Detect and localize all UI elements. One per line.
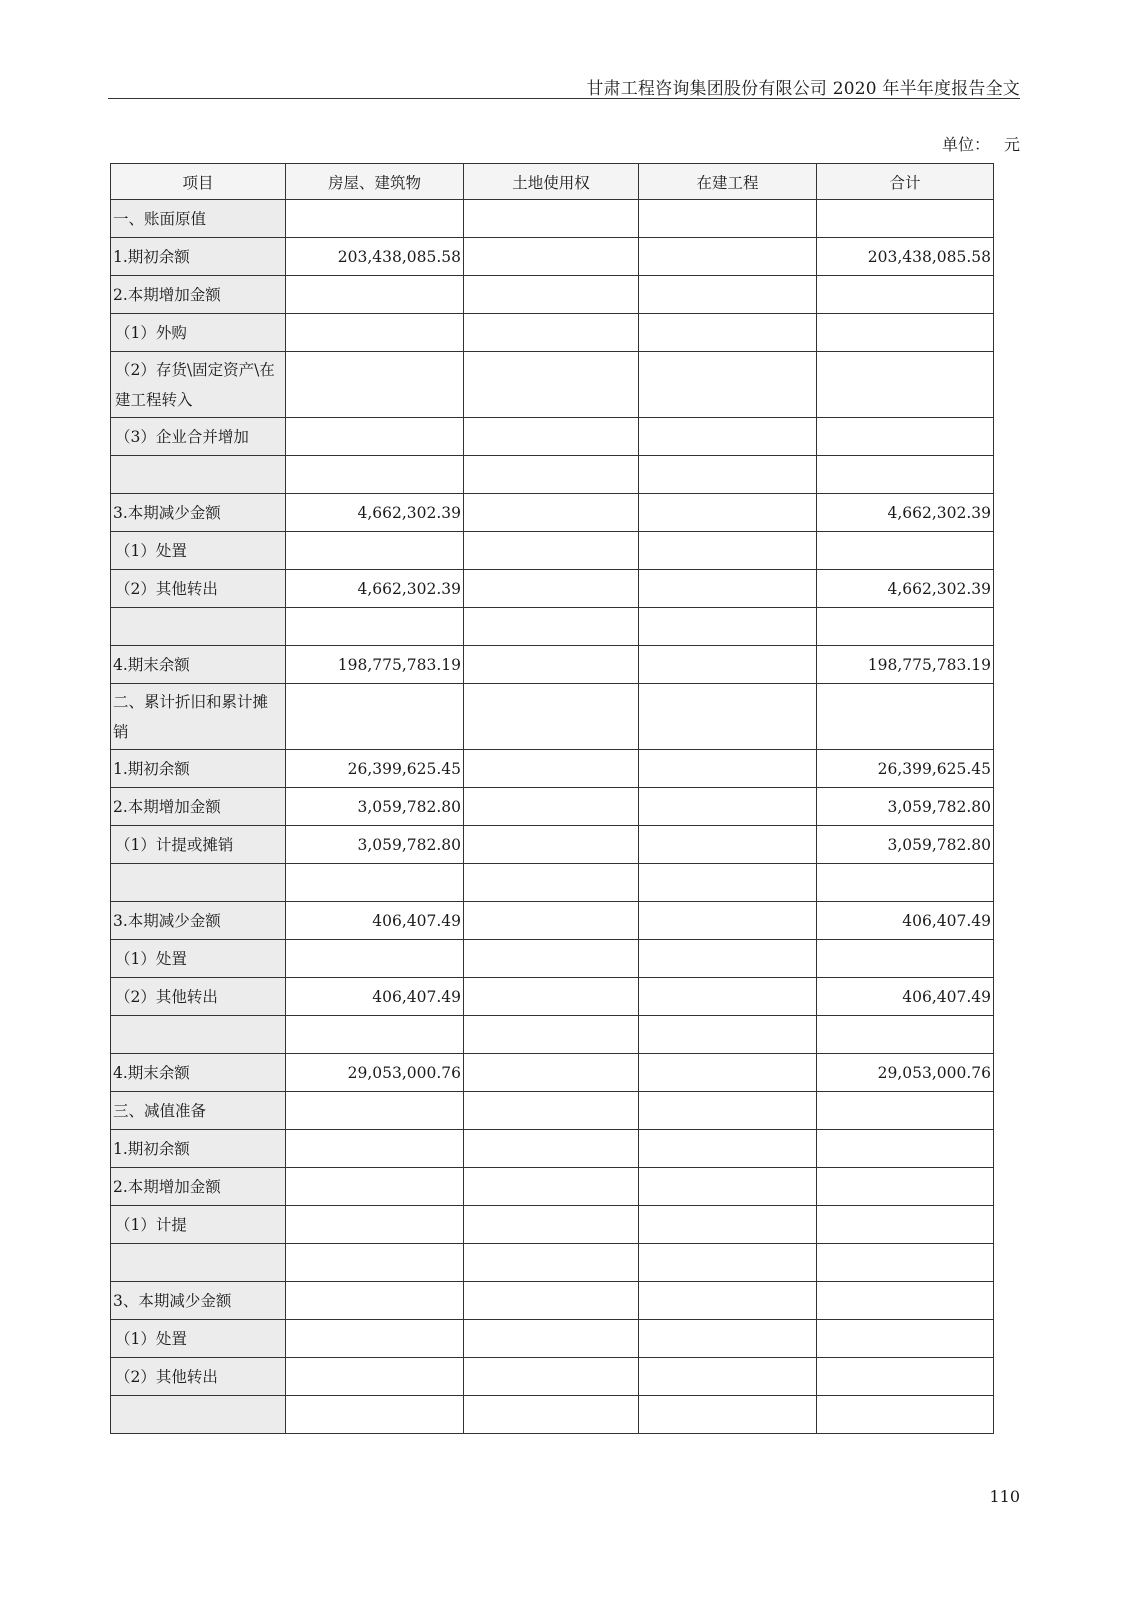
cell-value: [464, 826, 639, 864]
cell-value: [464, 1320, 639, 1358]
table-row: [111, 1358, 994, 1396]
cell-value: [639, 1054, 817, 1092]
table-row: [111, 238, 994, 276]
table-row: [111, 684, 994, 750]
table-row: [111, 864, 994, 902]
table-row: [111, 1130, 994, 1168]
cell-value: [817, 532, 994, 570]
cell-value: 3,059,782.80: [286, 788, 464, 826]
table-row: [111, 940, 994, 978]
table-row: [111, 1092, 994, 1130]
cell-value: 29,053,000.76: [817, 1054, 994, 1092]
header-rule: [108, 98, 1020, 99]
cell-value: 3,059,782.80: [286, 826, 464, 864]
cell-value: [639, 1282, 817, 1320]
cell-value: [639, 532, 817, 570]
cell-value: [639, 456, 817, 494]
cell-value: [464, 788, 639, 826]
cell-value: [464, 750, 639, 788]
row-label: 3.本期减少金额: [111, 494, 286, 532]
cell-value: [286, 314, 464, 352]
row-label: [111, 864, 286, 902]
cell-value: [639, 788, 817, 826]
row-label: [111, 1244, 286, 1282]
cell-value: [639, 978, 817, 1016]
cell-value: [286, 940, 464, 978]
cell-value: [464, 494, 639, 532]
cell-value: [286, 1358, 464, 1396]
table-row: [111, 570, 994, 608]
cell-value: [464, 864, 639, 902]
cell-value: [639, 864, 817, 902]
row-label: [111, 1396, 286, 1434]
cell-value: 4,662,302.39: [817, 570, 994, 608]
cell-value: 29,053,000.76: [286, 1054, 464, 1092]
table-header-row: [111, 164, 994, 200]
cell-value: 203,438,085.58: [286, 238, 464, 276]
cell-value: [817, 940, 994, 978]
cell-value: [817, 1092, 994, 1130]
cell-value: [817, 1206, 994, 1244]
cell-value: [464, 684, 639, 750]
column-header: 房屋、建筑物: [286, 164, 464, 200]
row-label: （2）其他转出: [111, 570, 286, 608]
cell-value: [817, 608, 994, 646]
row-label: （3）企业合并增加: [111, 418, 286, 456]
cell-value: [464, 646, 639, 684]
cell-value: [639, 1016, 817, 1054]
row-label: 三、减值准备: [111, 1092, 286, 1130]
column-header: 在建工程: [639, 164, 817, 200]
unit-value: 元: [1003, 135, 1020, 154]
cell-value: [464, 940, 639, 978]
cell-value: [286, 1092, 464, 1130]
cell-value: [464, 276, 639, 314]
cell-value: [639, 418, 817, 456]
cell-value: [639, 1358, 817, 1396]
cell-value: [639, 1320, 817, 1358]
row-label: [111, 608, 286, 646]
table-row: [111, 276, 994, 314]
cell-value: [639, 902, 817, 940]
cell-value: 26,399,625.45: [286, 750, 464, 788]
table-row: [111, 750, 994, 788]
cell-value: [817, 684, 994, 750]
table-row: [111, 352, 994, 418]
cell-value: 4,662,302.39: [286, 494, 464, 532]
cell-value: [639, 1206, 817, 1244]
cell-value: [817, 1244, 994, 1282]
cell-value: 406,407.49: [817, 978, 994, 1016]
table-row: [111, 902, 994, 940]
cell-value: [639, 646, 817, 684]
cell-value: [817, 276, 994, 314]
table-row: [111, 456, 994, 494]
cell-value: [286, 864, 464, 902]
row-label: （1）计提: [111, 1206, 286, 1244]
table-row: [111, 418, 994, 456]
cell-value: [464, 1206, 639, 1244]
cell-value: 198,775,783.19: [286, 646, 464, 684]
cell-value: [286, 418, 464, 456]
row-label: 4.期末余额: [111, 1054, 286, 1092]
table-row: [111, 1244, 994, 1282]
cell-value: [286, 1396, 464, 1434]
table-row: [111, 646, 994, 684]
cell-value: [817, 352, 994, 418]
cell-value: [639, 1244, 817, 1282]
table-row: [111, 1282, 994, 1320]
row-label: （1）计提或摊销: [111, 826, 286, 864]
cell-value: [286, 1320, 464, 1358]
table-row: [111, 1206, 994, 1244]
table-row: [111, 494, 994, 532]
cell-value: [817, 864, 994, 902]
row-label: （1）处置: [111, 940, 286, 978]
cell-value: [286, 200, 464, 238]
row-label: （2）存货\固定资产\在建工程转入: [111, 352, 286, 418]
table-row: [111, 200, 994, 238]
cell-value: [464, 1092, 639, 1130]
cell-value: [464, 570, 639, 608]
cell-value: [817, 1016, 994, 1054]
cell-value: 3,059,782.80: [817, 826, 994, 864]
cell-value: [464, 978, 639, 1016]
row-label: 4.期末余额: [111, 646, 286, 684]
intangible-assets-table: [110, 163, 994, 1434]
cell-value: [464, 902, 639, 940]
cell-value: [639, 276, 817, 314]
cell-value: [286, 532, 464, 570]
cell-value: [464, 1358, 639, 1396]
table-row: [111, 826, 994, 864]
table-row: [111, 788, 994, 826]
cell-value: [286, 684, 464, 750]
cell-value: [639, 1092, 817, 1130]
cell-value: [817, 1320, 994, 1358]
table-row: [111, 1054, 994, 1092]
cell-value: [464, 532, 639, 570]
row-label: 1.期初余额: [111, 1130, 286, 1168]
cell-value: [464, 418, 639, 456]
cell-value: [639, 684, 817, 750]
cell-value: 4,662,302.39: [286, 570, 464, 608]
row-label: [111, 1016, 286, 1054]
cell-value: [817, 200, 994, 238]
cell-value: [464, 314, 639, 352]
cell-value: [286, 352, 464, 418]
cell-value: [639, 826, 817, 864]
row-label: 1.期初余额: [111, 238, 286, 276]
cell-value: [464, 200, 639, 238]
row-label: [111, 456, 286, 494]
row-label: 2.本期增加金额: [111, 788, 286, 826]
page-header-title: 甘肃工程咨询集团股份有限公司 2020 年半年度报告全文: [586, 79, 1020, 99]
cell-value: 4,662,302.39: [817, 494, 994, 532]
row-label: 一、账面原值: [111, 200, 286, 238]
cell-value: 26,399,625.45: [817, 750, 994, 788]
row-label: （1）外购: [111, 314, 286, 352]
cell-value: [464, 1054, 639, 1092]
table-row: [111, 608, 994, 646]
cell-value: [286, 276, 464, 314]
cell-value: [639, 1168, 817, 1206]
unit-label: [900, 132, 1020, 155]
cell-value: [817, 418, 994, 456]
cell-value: [464, 1244, 639, 1282]
table-row: [111, 978, 994, 1016]
cell-value: [464, 456, 639, 494]
cell-value: [817, 456, 994, 494]
cell-value: [286, 1282, 464, 1320]
row-label: （1）处置: [111, 532, 286, 570]
cell-value: [464, 1168, 639, 1206]
cell-value: [639, 1396, 817, 1434]
cell-value: [464, 1016, 639, 1054]
cell-value: [639, 494, 817, 532]
row-label: 2.本期增加金额: [111, 1168, 286, 1206]
cell-value: 406,407.49: [817, 902, 994, 940]
cell-value: 3,059,782.80: [817, 788, 994, 826]
cell-value: [286, 1168, 464, 1206]
cell-value: [817, 1282, 994, 1320]
cell-value: [817, 1358, 994, 1396]
row-label: 2.本期增加金额: [111, 276, 286, 314]
row-label: （2）其他转出: [111, 978, 286, 1016]
cell-value: [286, 1016, 464, 1054]
row-label: （2）其他转出: [111, 1358, 286, 1396]
cell-value: 198,775,783.19: [817, 646, 994, 684]
cell-value: [464, 352, 639, 418]
cell-value: [464, 1396, 639, 1434]
cell-value: [639, 570, 817, 608]
cell-value: [464, 1282, 639, 1320]
cell-value: [817, 1130, 994, 1168]
table-row: [111, 532, 994, 570]
cell-value: 203,438,085.58: [817, 238, 994, 276]
row-label: 3.本期减少金额: [111, 902, 286, 940]
table-row: [111, 1016, 994, 1054]
cell-value: [639, 940, 817, 978]
cell-value: [286, 456, 464, 494]
page-number: 110: [989, 1487, 1020, 1506]
cell-value: 406,407.49: [286, 978, 464, 1016]
row-label: 1.期初余额: [111, 750, 286, 788]
column-header: 土地使用权: [464, 164, 639, 200]
cell-value: [464, 608, 639, 646]
cell-value: [639, 1130, 817, 1168]
cell-value: [286, 1244, 464, 1282]
cell-value: [639, 314, 817, 352]
cell-value: [639, 352, 817, 418]
cell-value: 406,407.49: [286, 902, 464, 940]
table-row: [111, 314, 994, 352]
cell-value: [817, 314, 994, 352]
cell-value: [639, 750, 817, 788]
column-header: 合计: [817, 164, 994, 200]
table-row: [111, 1396, 994, 1434]
cell-value: [817, 1396, 994, 1434]
cell-value: [639, 608, 817, 646]
row-label: 二、累计折旧和累计摊销: [111, 684, 286, 750]
cell-value: [464, 238, 639, 276]
cell-value: [286, 608, 464, 646]
cell-value: [286, 1130, 464, 1168]
unit-label-text: 单位：: [941, 135, 990, 154]
cell-value: [639, 200, 817, 238]
row-label: 3、本期减少金额: [111, 1282, 286, 1320]
cell-value: [639, 238, 817, 276]
row-label: （1）处置: [111, 1320, 286, 1358]
table-row: [111, 1320, 994, 1358]
cell-value: [817, 1168, 994, 1206]
table-row: [111, 1168, 994, 1206]
cell-value: [286, 1206, 464, 1244]
column-header: 项目: [111, 164, 286, 200]
cell-value: [464, 1130, 639, 1168]
